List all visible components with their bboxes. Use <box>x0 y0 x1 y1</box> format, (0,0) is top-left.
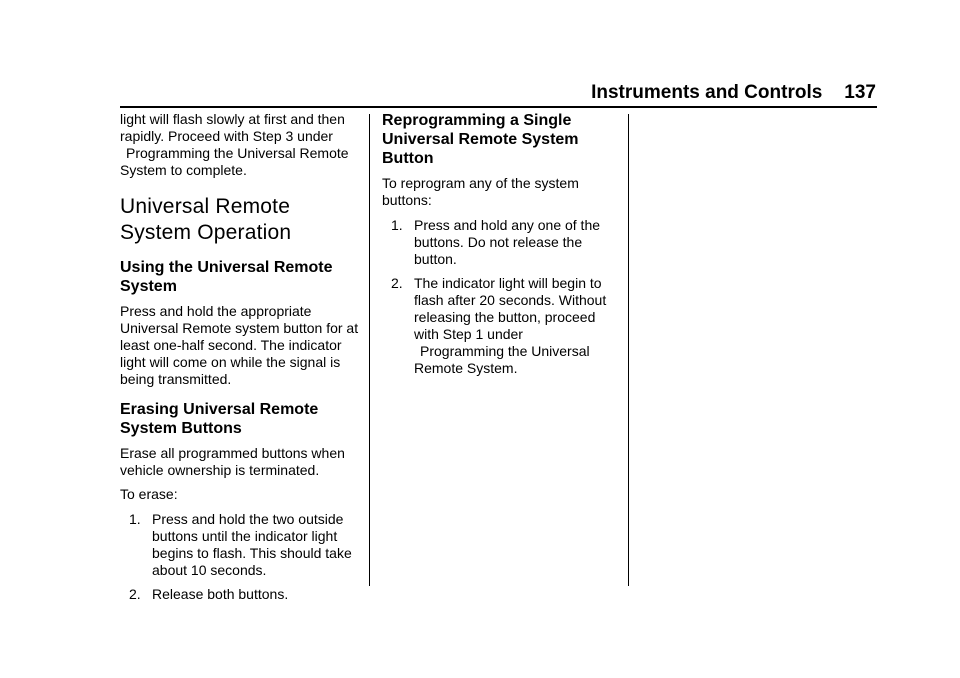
intro-reference-end: System <box>120 162 167 178</box>
reprogram-steps <box>382 217 618 377</box>
page-header <box>0 80 876 106</box>
list-item <box>382 275 618 377</box>
step-text: The indicator light will begin to flash after 20 seconds. Without releasing the button, proceed with Step 1 under <box>414 275 607 342</box>
intro-end: to complete. <box>170 162 247 178</box>
intro-text: light will flash slowly at first and then rapidly. Proceed with Step 3 under <box>120 111 345 144</box>
section-heading-reprogramming: Reprogramming a Single Universal Remote System Button <box>382 112 579 167</box>
erase-lead: To erase: <box>120 486 178 502</box>
column-left <box>120 108 360 610</box>
step-reference: Programming the Universal Remote System. <box>414 343 590 376</box>
step-text: Press and hold the two outside buttons until the indicator light begins to flash. This should take about 10 seconds. <box>152 511 352 578</box>
main-heading: Universal Remote System Operation <box>120 195 292 244</box>
list-item <box>382 217 618 268</box>
page-number: 137 <box>844 82 876 103</box>
column-divider-1 <box>369 114 370 586</box>
step-number: 1. <box>391 217 403 233</box>
section-body-erasing: Erase all programmed buttons when vehicle ownership is terminated. <box>120 445 345 478</box>
intro-paragraph <box>120 111 360 179</box>
intro-reference: Programming the Universal Remote <box>126 145 349 161</box>
step-number: 2. <box>391 275 403 291</box>
section-heading-using: Using the Universal Remote System <box>120 259 333 295</box>
step-number: 2. <box>129 586 141 602</box>
section-body-using: Press and hold the appropriate Universal Remote system button for at least one-half second. The indicator light will come on while the signal is being transmitted. <box>120 303 359 387</box>
column-divider-2 <box>628 114 629 586</box>
column-middle <box>382 108 618 384</box>
step-text: Release both buttons. <box>152 586 289 602</box>
erase-steps <box>120 511 360 603</box>
section-heading-erasing: Erasing Universal Remote System Buttons <box>120 401 319 437</box>
step-number: 1. <box>129 511 141 527</box>
step-text: Press and hold any one of the buttons. Do not release the button. <box>414 217 601 267</box>
section-body-reprogramming: To reprogram any of the system buttons: <box>382 175 579 208</box>
list-item <box>120 586 360 603</box>
list-item <box>120 511 360 579</box>
section-title: Instruments and Controls <box>591 82 823 103</box>
